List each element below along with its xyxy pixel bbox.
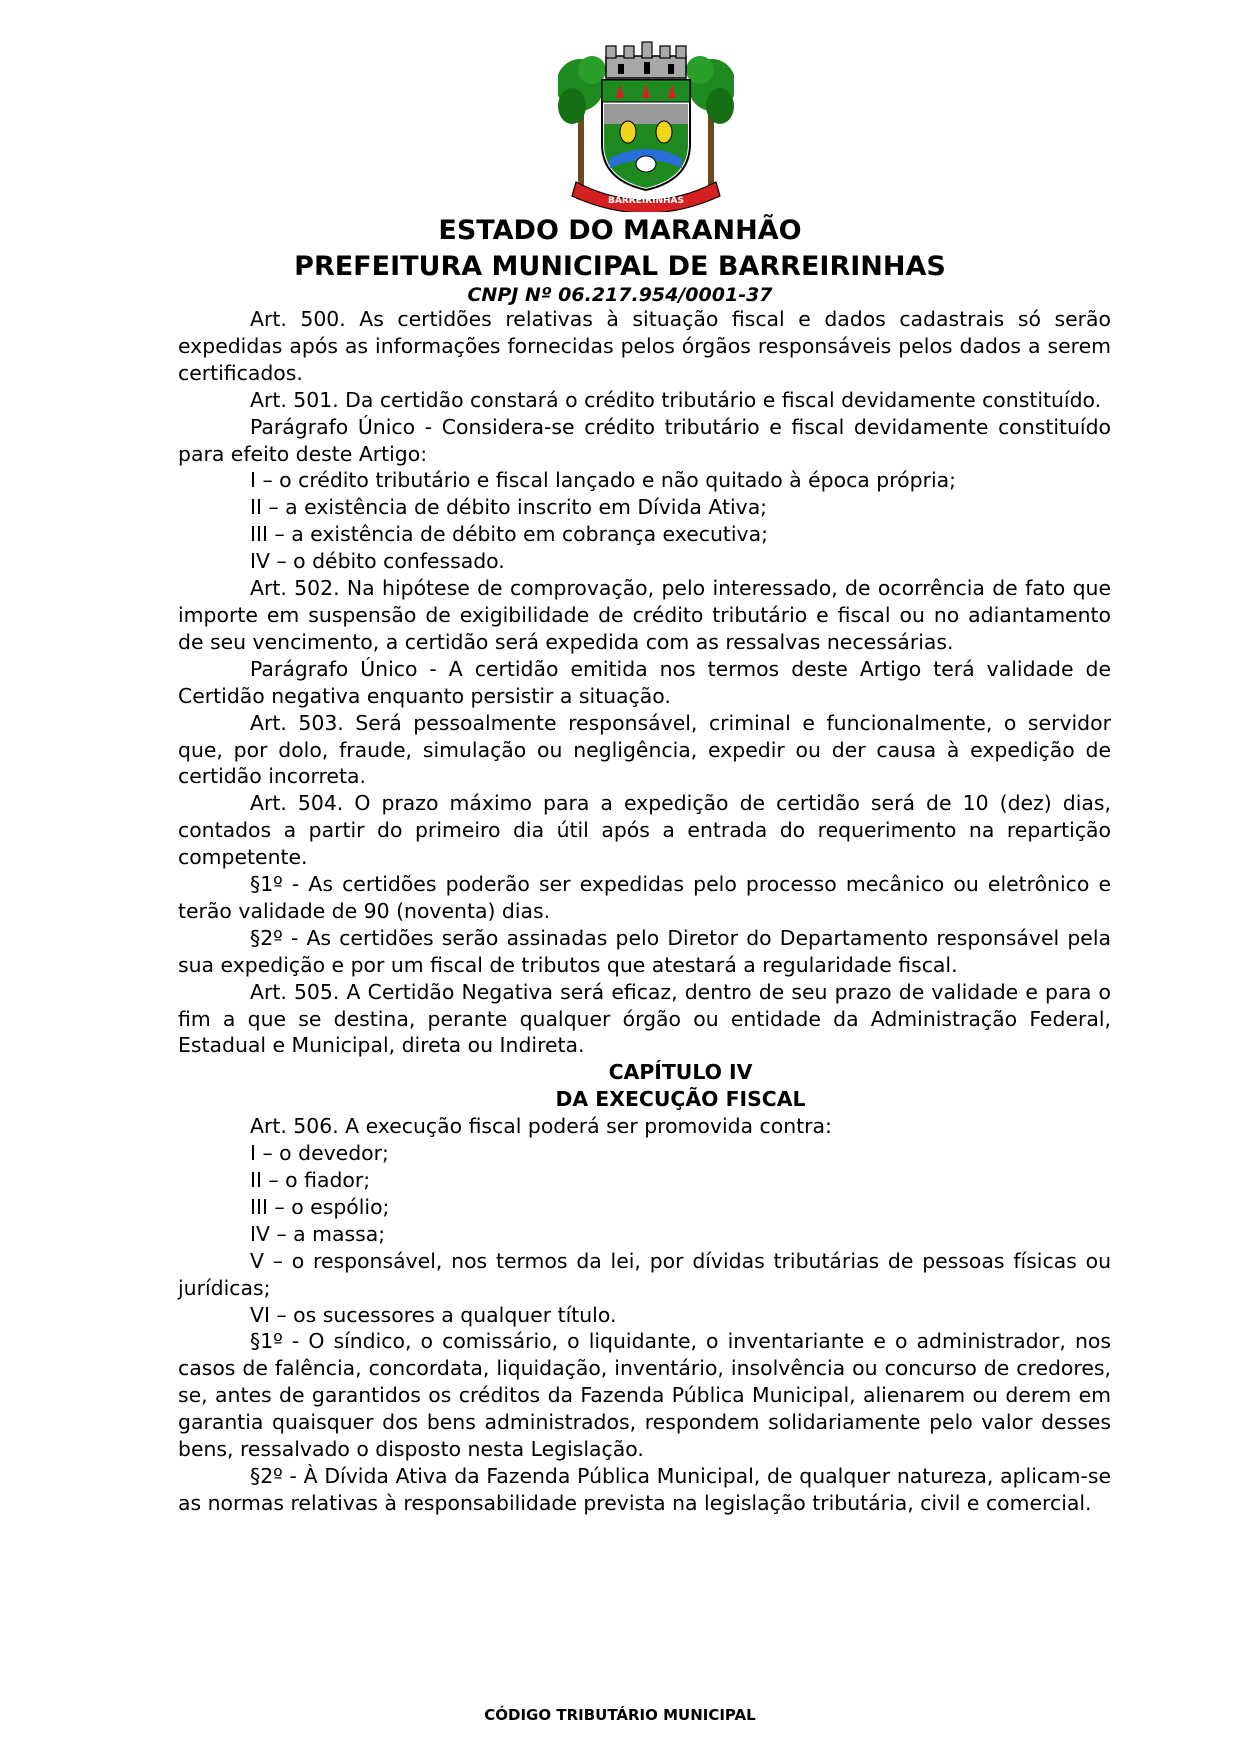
list-item: I – o devedor; (250, 1141, 389, 1166)
art-501-paragrafo-unico: Parágrafo Único - Considera-se crédito tributário e fiscal devidamente constituído para efeito deste Artigo: (178, 414, 1111, 466)
list-item: III – a existência de débito em cobrança executiva; (250, 522, 768, 547)
list-item: II – o fiador; (250, 1168, 371, 1192)
art-506-par-2: §2º - À Dívida Ativa da Fazenda Pública Municipal, de qualquer natureza, aplicam-se as normas relativas à responsabilidade prevista na legislação tributária, civil e comercial. (178, 1463, 1111, 1515)
document-body (178, 306, 1111, 1517)
palm-tree-left-icon (558, 56, 606, 190)
municipal-coat-of-arms (558, 40, 734, 212)
list-item: VI – os sucessores a qualquer título. (250, 1302, 617, 1327)
art-504-par-2: §2º - As certidões serão assinadas pelo Diretor do Departamento responsável pela sua expedição e por um fiscal de tributos que atestará a regularidade fiscal. (178, 925, 1111, 977)
art-505: Art. 505. A Certidão Negativa será eficaz, dentro de seu prazo de validade e para o fim a que se destina, perante qualquer órgão ou entidade da Administração Federal, Estadual e Municipal, direta ou Indireta. (178, 979, 1111, 1058)
page-footer: CÓDIGO TRIBUTÁRIO MUNICIPAL (484, 1706, 756, 1724)
art-506-par-1: §1º - O síndico, o comissário, o liquidante, o inventariante e o administrador, nos casos de falência, concordata, liquidação, inventário, insolvência ou concurso de credores, se, antes de garantidos os créditos da Fazenda Pública Municipal, alienarem ou derem em garantia quaisquer dos bens administrados, respondem solidariamente pelo valor desses bens, ressalvado o disposto nesta Legislação. (178, 1329, 1111, 1462)
municipality-title: PREFEITURA MUNICIPAL DE BARREIRINHAS (294, 251, 946, 282)
list-item: I – o crédito tributário e fiscal lançado e não quitado à época própria; (250, 468, 956, 493)
art-503: Art. 503. Será pessoalmente responsável, criminal e funcionalmente, o servidor que, por dolo, fraude, simulação ou negligência, expedir ou der causa à expedição de certidão incorreta. (178, 710, 1111, 789)
state-title: ESTADO DO MARANHÃO (438, 215, 802, 246)
chapter-number: CAPÍTULO IV (608, 1060, 753, 1085)
art-500: Art. 500. As certidões relativas à situação fiscal e dados cadastrais só serão expedidas após as informações fornecidas pelos órgãos responsáveis pelos dados a serem certificados. (178, 307, 1111, 385)
list-item: IV – o débito confessado. (250, 549, 505, 574)
cnpj-line: CNPJ Nº 06.217.954/0001-37 (467, 284, 773, 306)
art-506: Art. 506. A execução fiscal poderá ser promovida contra: (250, 1114, 832, 1139)
art-501: Art. 501. Da certidão constará o crédito tributário e fiscal devidamente constituído. (250, 387, 1102, 412)
list-item: V – o responsável, nos termos da lei, por dívidas tributárias de pessoas físicas ou jurídicas; (178, 1248, 1111, 1300)
palm-tree-right-icon (686, 56, 734, 190)
svg-text:BARREIRINHAS: BARREIRINHAS (608, 196, 684, 206)
art-502: Art. 502. Na hipótese de comprovação, pelo interessado, de ocorrência de fato que importe em suspensão de exigibilidade de crédito tributário e fiscal ou no adiantamento de seu vencimento, a certidão será expedida com as ressalvas necessárias. (178, 576, 1111, 654)
list-item: IV – a massa; (250, 1221, 386, 1246)
art-504-par-1: §1º - As certidões poderão ser expedidas pelo processo mecânico ou eletrônico e terão validade de 90 (noventa) dias. (178, 872, 1111, 923)
art-502-paragrafo-unico: Parágrafo Único - A certidão emitida nos termos deste Artigo terá validade de Certidão negativa enquanto persistir a situação. (178, 656, 1111, 708)
list-item: III – o espólio; (250, 1194, 390, 1219)
list-item: II – a existência de débito inscrito em Dívida Ativa; (250, 495, 768, 520)
mural-crown-icon (606, 42, 686, 78)
art-504: Art. 504. O prazo máximo para a expedição de certidão será de 10 (dez) dias, contados a partir do primeiro dia útil após a entrada do requerimento na repartição competente. (178, 791, 1111, 870)
chapter-title: DA EXECUÇÃO FISCAL (555, 1087, 806, 1112)
